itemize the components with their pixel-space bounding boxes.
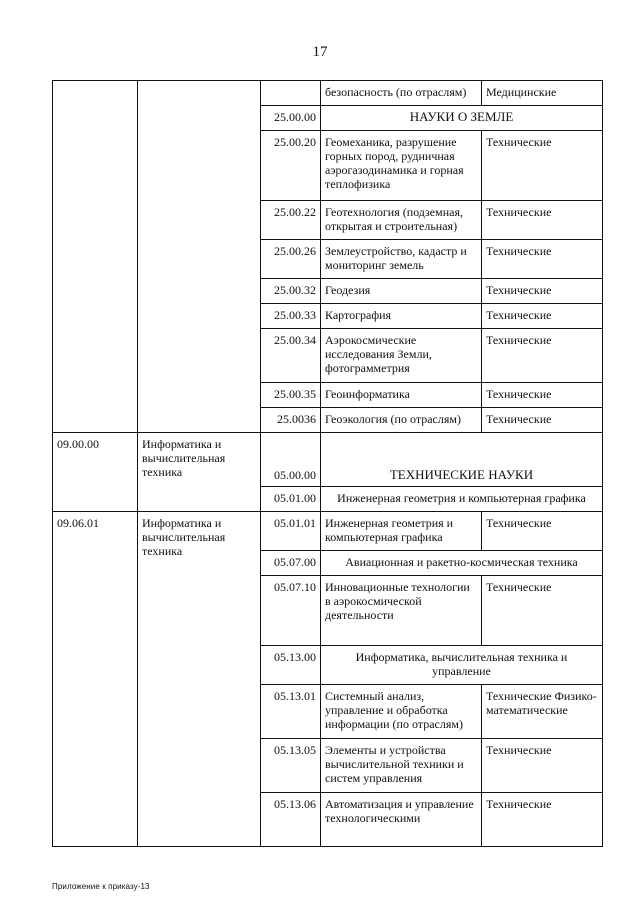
science-branch: Технические	[482, 329, 603, 383]
specialty-name: Землеустройство, кадастр и мониторинг земель	[321, 240, 482, 279]
footer-note: Приложение к приказу-13	[52, 882, 150, 891]
specialty-name: Геодезия	[321, 279, 482, 304]
section-code: 05.13.00	[261, 646, 321, 685]
section-code: 25.00.00	[261, 106, 321, 131]
section-title: Информатика, вычислительная техника и управление	[321, 646, 603, 685]
science-branch: Технические	[482, 383, 603, 408]
specialty-name: Системный анализ, управление и обработка информации (по отраслям)	[321, 685, 482, 739]
specialty-table	[52, 80, 603, 847]
table-row	[53, 512, 603, 551]
specialty-code: 05.13.05	[261, 739, 321, 793]
section-code: 05.01.00	[261, 487, 321, 512]
section-title: ТЕХНИЧЕСКИЕ НАУКИ	[321, 433, 603, 487]
specialty-name: Автоматизация и управление технологическими	[321, 793, 482, 847]
specialty-code: 25.00.33	[261, 304, 321, 329]
specialty-name: Элементы и устройства вычислительной техники и систем управления	[321, 739, 482, 793]
specialty-code: 05.13.01	[261, 685, 321, 739]
section-code: 05.00.00	[261, 433, 321, 487]
page-number: 17	[312, 44, 328, 60]
specialty-name: Геотехнология (подземная, открытая и строительная)	[321, 201, 482, 240]
specialty-name: Геоинформатика	[321, 383, 482, 408]
specialty-name: Картография	[321, 304, 482, 329]
specialty-code: 25.00.20	[261, 131, 321, 201]
specialty-code: 25.00.26	[261, 240, 321, 279]
specialty-name: безопасность (по отраслям)	[321, 81, 482, 106]
group-name: Информатика и вычислительная техника	[138, 433, 261, 512]
specialty-name: Геоэкология (по отраслям)	[321, 408, 482, 433]
specialty-code: 25.00.32	[261, 279, 321, 304]
section-title: Инженерная геометрия и компьютерная графика	[321, 487, 603, 512]
specialty-name: Аэрокосмические исследования Земли, фотограмметрия	[321, 329, 482, 383]
science-branch: Технические	[482, 279, 603, 304]
specialty-code: 25.00.35	[261, 383, 321, 408]
group-code: 09.00.00	[53, 433, 138, 512]
science-branch: Технические	[482, 793, 603, 847]
specialty-code: 05.01.01	[261, 512, 321, 551]
science-branch: Медицинские	[482, 81, 603, 106]
specialty-code	[261, 81, 321, 106]
science-branch: Технические	[482, 512, 603, 551]
table-row	[53, 433, 603, 487]
group-code-cell	[53, 81, 138, 433]
science-branch: Технические	[482, 131, 603, 201]
science-branch: Технические	[482, 201, 603, 240]
group-name-cell	[138, 81, 261, 433]
group-name: Информатика и вычислительная техника	[138, 512, 261, 847]
section-title: НАУКИ О ЗЕМЛЕ	[321, 106, 603, 131]
section-title: Авиационная и ракетно-космическая техника	[321, 551, 603, 576]
science-branch: Технические	[482, 240, 603, 279]
specialty-name: Геомеханика, разрушение горных пород, рудничная аэрогазодинамика и горная теплофизика	[321, 131, 482, 201]
science-branch: Технические	[482, 576, 603, 646]
table-row	[53, 81, 603, 106]
specialty-code: 05.13.06	[261, 793, 321, 847]
specialty-code: 25.00.34	[261, 329, 321, 383]
specialty-name: Инновационные технологии в аэрокосмической деятельности	[321, 576, 482, 646]
specialty-code: 25.0036	[261, 408, 321, 433]
science-branch: Технические	[482, 304, 603, 329]
specialty-code: 25.00.22	[261, 201, 321, 240]
group-code: 09.06.01	[53, 512, 138, 847]
science-branch: Технические	[482, 739, 603, 793]
science-branch: Технические Физико-математические	[482, 685, 603, 739]
specialty-code: 05.07.10	[261, 576, 321, 646]
specialty-name: Инженерная геометрия и компьютерная графика	[321, 512, 482, 551]
science-branch: Технические	[482, 408, 603, 433]
section-code: 05.07.00	[261, 551, 321, 576]
